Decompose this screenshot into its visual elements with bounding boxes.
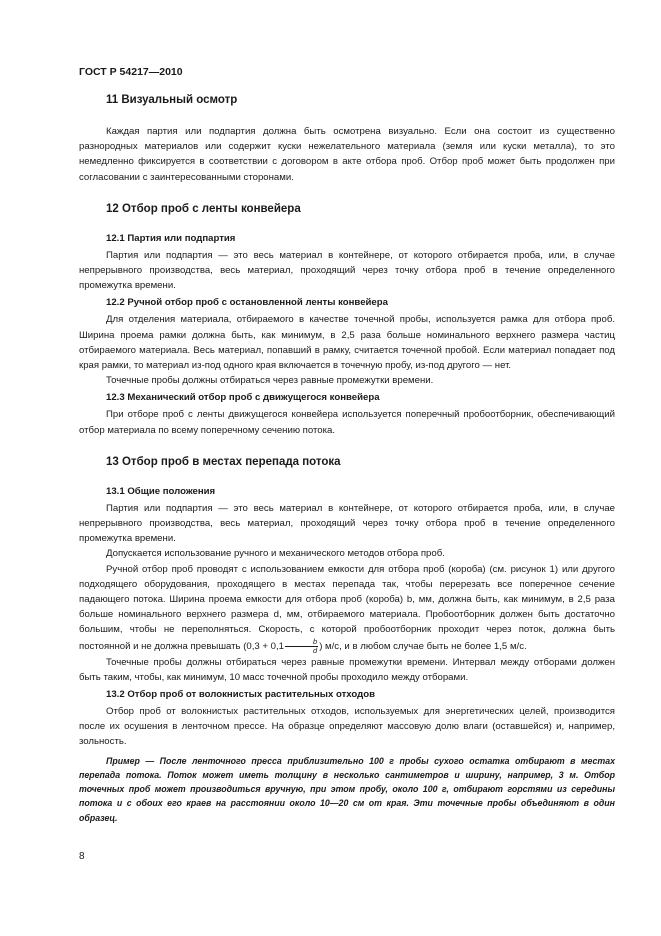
paragraph-3-text-b: ) м/с, и в любом случае быть не более 1,5 м/с. [319, 640, 527, 652]
section-11-paragraph: Каждая партия или подпартия должна быть осмотрена визуально. Если она состоит из существенно разнородных материалов или содержит куски нежелательного материала (земля или куски металла), то это немедленно фиксируется в соответствии с договором в акте отбора проб. Отбор проб может быть продолжен при согласовании с заинтересованными сторонами. [79, 126, 615, 183]
fraction-denominator: d [313, 645, 318, 655]
section-12-1-paragraph: Партия или подпартия — это весь материал в контейнере, от которого отбирается проба, или, в случае непрерывного производства, весь материал, проходящий через точку отбора проб в течение определенного промежутка времени. [79, 249, 615, 292]
example-note: Пример — После ленточного пресса приблизительно 100 г пробы сухого остатка отбирают в местах перепада потока. Поток может иметь толщину в несколько сантиметров и ширину, например, 3 м. Отбор точечных проб может производиться вручную, при этом пробу, около 100 г, отбирают горстями из середины потока и с обоих его краев на расстоянии около 10—20 см от края. Эти точечные пробы объединяют в один образец. [79, 755, 615, 823]
document-header: ГОСТ Р 54217—2010 [79, 66, 183, 78]
section-13-1-paragraph: Партия или подпартия — это весь материал в контейнере, от которого отбирается проба, или, в случае непрерывного производства, весь материал, проходящий через точку отбора проб в течение определенного промежутка времени. [79, 502, 615, 545]
section-13-1-title: 13.1 Общие положения [106, 485, 216, 497]
section-13-1-paragraph-3 [79, 562, 615, 655]
paragraph-3-text-a: Ручной отбор проб проводят с использованием емкости для отбора проб (короба) (см. рисунок 1) или другого подходящего оборудования, проходящего в местах перепада так, чтобы перерезать все поперечное сечение падающего потока. Ширина проема емкости для отбора проб (короба) b, мм, должна быть, как минимум, в 2,5 раза больше номинального верхнего размера d, мм, отбираемого материала. Пробоотборник должен быть достаточно большим, чтобы не переполняться. Скорость, с которой пробоотборник проходит через поток, должна быть постоянной и не должна превышать (0,3 + 0,1 [79, 563, 615, 652]
page-number: 8 [79, 851, 85, 862]
section-13-title: 13 Отбор проб в местах перепада потока [106, 455, 341, 468]
section-12-1-title: 12.1 Партия или подпартия [106, 232, 236, 244]
fraction-numerator: b [285, 638, 318, 647]
section-12-2-paragraph-2: Точечные пробы должны отбираться через равные промежутки времени. [106, 375, 434, 387]
section-13-1-paragraph-2: Допускается использование ручного и механического методов отбора проб. [106, 548, 445, 560]
section-13-1-paragraph-4: Точечные пробы должны отбираться через равные промежутки времени. Интервал между отборами должен быть таким, чтобы, как минимум, 10 масс точечной пробы проходило между отборами. [79, 656, 615, 683]
section-12-2-title: 12.2 Ручной отбор проб с остановленной ленты конвейера [106, 297, 388, 309]
section-12-3-title: 12.3 Механический отбор проб с движущегося конвейера [106, 392, 380, 404]
section-11-title: 11 Визуальный осмотр [106, 94, 238, 106]
document-body [79, 94, 615, 825]
section-13-2-title: 13.2 Отбор проб от волокнистых растительных отходов [106, 689, 375, 701]
section-12-3-paragraph: При отборе проб с ленты движущегося конвейера используется поперечный пробоотборник, обеспечивающий отбор материала по всему поперечному сечению потока. [79, 409, 615, 436]
section-12-title: 12 Отбор проб с ленты конвейера [106, 202, 301, 215]
section-13-2-paragraph: Отбор проб от волокнистых растительных отходов, используемых для энергетических целей, производится после их осушения в ленточном прессе. На образце определяют массовую долю влаги (оставшейся) и, например, зольность. [79, 706, 615, 748]
section-12-2-paragraph: Для отделения материала, отбираемого в качестве точечной пробы, используется рамка для отбора проб. Ширина проема рамки должна быть, как минимум, в 2,5 раза больше номинального верхнего размера частиц отбираемого материала. Весь материал, попавший в рамку, считается точечной пробой. Если материал попадает под края рамки, то материал из-под одного края включается в точечную пробу, из-под другого — нет. [79, 314, 615, 372]
fraction-b-over-d [285, 638, 318, 655]
